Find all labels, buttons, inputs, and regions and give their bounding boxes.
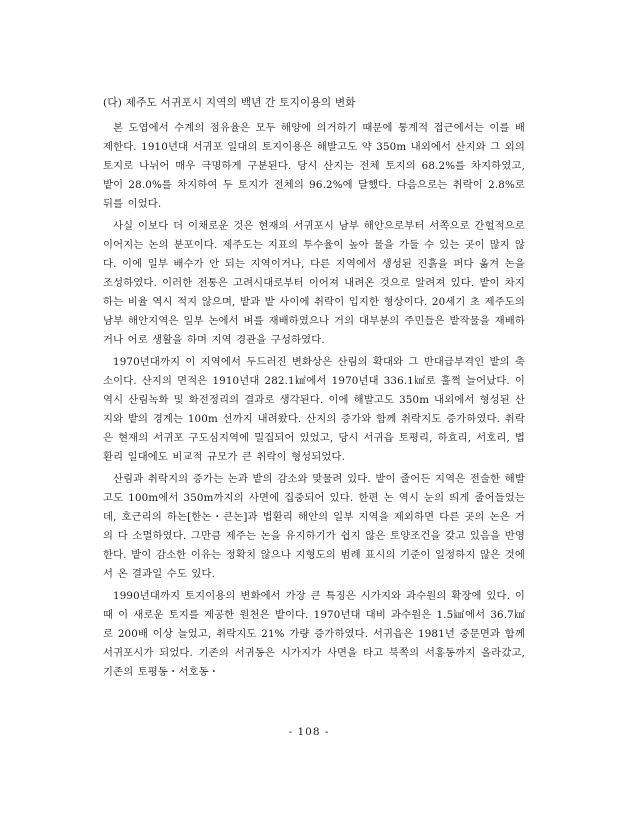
page-number: - 108 - [288,726,330,738]
paragraph: 본 도엽에서 수계의 점유율은 모두 해양에 의거하기 때문에 통계적 접근에서는 이를 배제한다. 1910년대 서귀포 일대의 토지이용은 해발고도 약 350m 내외에서 산지와 그 외의 토지로 나뉘어 매우 극명하게 구분된다. 당시 산지는 전체 토지의 68.2%를 차지하였고, 밭이 28.0%를 차지하여 두 토지가 전체의 96.2%에 달했다. 다음으로는 취락이 2.8%로 뒤를 이었다. [103,122,525,210]
paragraph: 1970년대까지 이 지역에서 두드러진 변화상은 산림의 확대와 그 반대급부격인 밭의 축소이다. 산지의 면적은 1910년대 282.1㎢에서 1970년대 336.1㎢로 훌쩍 늘어났다. 이 역시 산림녹화 및 화전정리의 결과로 생각된다. 이에 해발고도 350m 내외에서 형성된 산지와 밭의 경계는 100m 선까지 내려왔다. 산지의 증가와 함께 취락지도 증가하였다. 취락은 현재의 서귀포 구도심지역에 밀집되어 있었고, 당시 서귀읍 토평리, 하효리, 서호리, 법환리 일대에도 비교적 규모가 큰 취락이 형성되었다. [103,356,525,463]
section-heading: (다) 제주도 서귀포시 지역의 백년 간 토지이용의 변화 [103,97,356,109]
paragraph: 1990년대까지 토지이용의 변화에서 가장 큰 특징은 시가지와 과수원의 확장에 있다. 이때 이 새로운 토지를 제공한 원천은 밭이다. 1970년대 대비 과수원은 1.5㎢에서 36.7㎢로 200배 이상 늘었고, 취락지도 21% 가량 증가하였다. 서귀읍은 1981년 중문면과 함께 서귀포시가 되었다. 기존의 서귀동은 시가지가 사면을 타고 북쪽의 서홍동까지 올라갔고, 기존의 토평동・서호동・ [103,590,525,678]
paragraph: 산림과 취락지의 증가는 논과 밭의 감소와 맞물려 있다. 밭이 줄어든 지역은 전술한 해발고도 100m에서 350m까지의 사면에 집중되어 있다. 한편 논 역시 눈의 띄게 줄어들었는데, 호근리의 하논[한논・큰논]과 법환리 해안의 일부 지역을 제외하면 다른 곳의 논은 거의 다 소멸하였다. 그만큼 제주는 논을 유지하기가 쉽지 않은 토양조건을 갖고 있음을 반영한다. 밭이 감소한 이유는 정확치 않으나 지형도의 범례 표시의 기준이 일정하지 않은 것에서 온 결과일 수도 있다. [103,473,525,580]
document-body [103,94,525,685]
paragraph: 사실 이보다 더 이채로운 것은 현재의 서귀포시 남부 해안으로부터 서쪽으로 간헐적으로 이어지는 논의 분포이다. 제주도는 지표의 투수율이 높아 물을 가둘 수 있는 곳이 많지 않다. 이에 일부 배수가 안 되는 지역이거나, 다른 지역에서 생성된 진흙을 퍼다 옮겨 논을 조성하였다. 이러한 전통은 고려시대로부터 이어져 내려온 것으로 알려져 있다. 밭이 차지하는 비율 역시 적지 않으며, 밭과 밭 사이에 취락이 입지한 형상이다. 20세기 초 제주도의 남부 해안지역은 일부 논에서 벼를 재배하였으나 거의 대부분의 주민들은 밭작물을 재배하거나 어로 생활을 하며 지역 경관을 구성하였다. [103,220,525,346]
